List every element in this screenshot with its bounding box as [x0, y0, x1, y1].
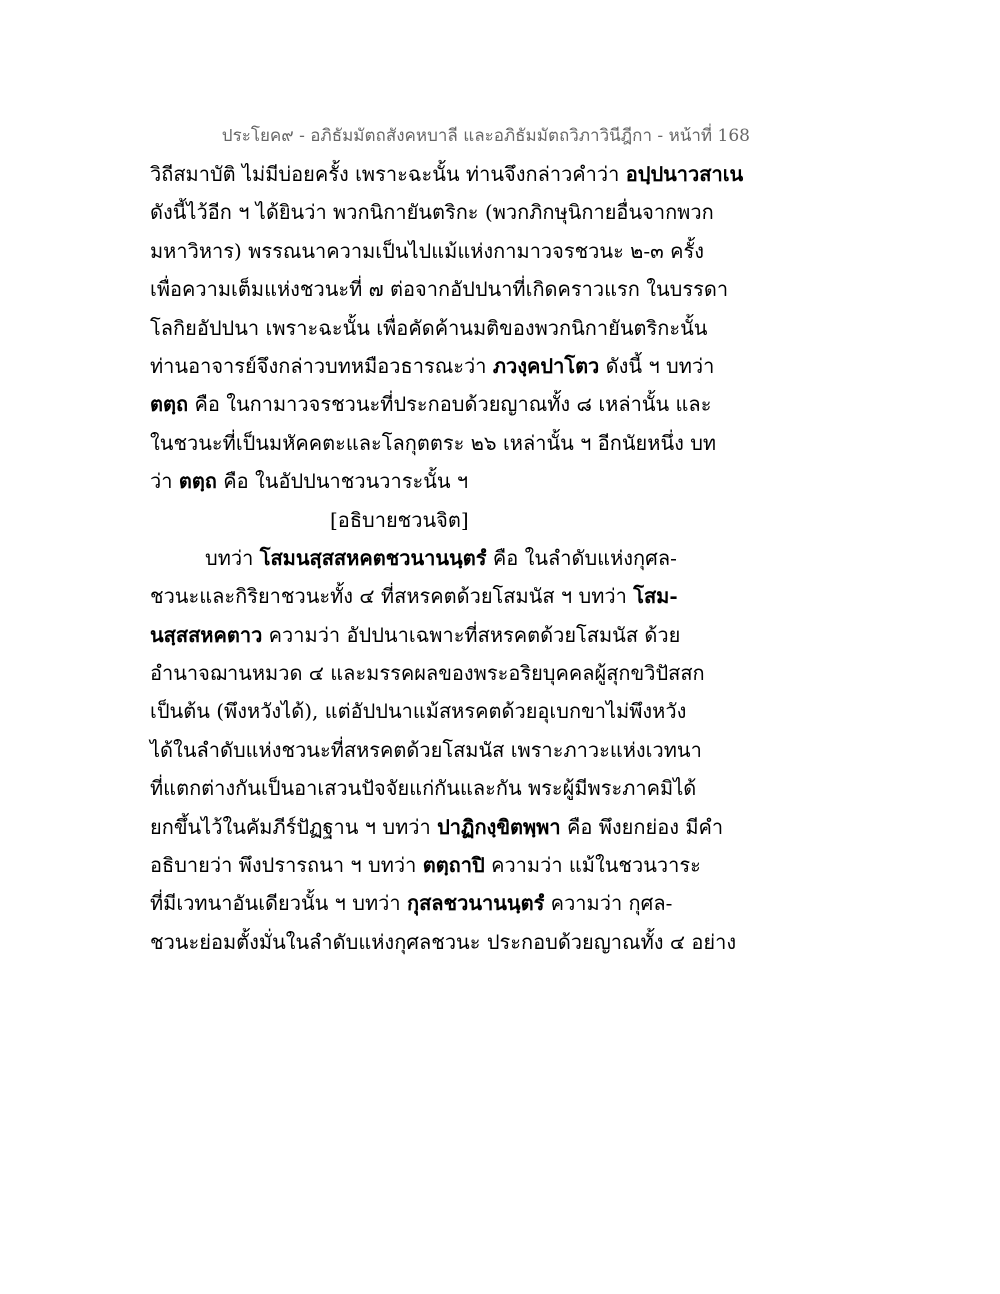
bold-term: ตตฺถ — [178, 469, 217, 494]
text-segment: ดังนี้ ฯ บทว่า — [599, 353, 715, 378]
text-segment: วิถีสมาบัติ ไม่มีบ่อยครั้ง เพราะฉะนั้น ท่านจึงกล่าวคำว่า — [150, 162, 626, 186]
text-segment: อธิบายว่า พึงปรารถนา ฯ บทว่า — [150, 853, 423, 878]
bold-term: อปฺปนาวสาเน — [625, 162, 744, 186]
text-line — [150, 923, 750, 961]
text-line — [150, 232, 750, 270]
bold-term: โสมนสฺสสหคตชวนานนฺตรํ — [259, 545, 487, 570]
text-segment: คือ พึงยกย่อง มีคำ — [560, 814, 724, 839]
bold-term: ปาฏิกงฺขิตพฺพา — [437, 814, 561, 839]
bold-term: โสม- — [633, 584, 678, 609]
text-line — [150, 577, 750, 615]
text-line — [150, 616, 750, 654]
text-segment: ยกขึ้นไว้ในคัมภีร์ปัฏฐาน ฯ บทว่า — [150, 814, 438, 839]
bold-term: ตตฺถาปิ — [422, 853, 485, 878]
page-header: ประโยค๙ - อภิธัมมัตถสังคหบาลี และอภิธัมมัตถวิภาวินีฎีกา - หน้าที่ 168 — [221, 126, 750, 146]
text-segment: [อธิบายชวนจิต] — [330, 507, 469, 532]
text-line — [150, 424, 750, 462]
text-segment: ความว่า แม้ในชวนวาระ — [484, 853, 701, 878]
text-segment: ที่มีเวทนาอันเดียวนั้น ฯ บทว่า — [150, 891, 407, 916]
text-segment: ความว่า กุศล- — [544, 891, 673, 916]
text-segment: ชวนะย่อมตั้งมั่นในลำดับแห่งกุศลชวนะ ประกอบด้วยญาณทั้ง ๔ อย่าง — [150, 929, 737, 954]
text-line — [150, 193, 750, 231]
text-line — [150, 808, 750, 846]
bold-term: ภวงฺคปาโตว — [492, 353, 600, 378]
text-line — [150, 155, 750, 193]
text-segment: คือ ในลำดับแห่งกุศล- — [486, 545, 677, 570]
text-segment: คือ ในกามาวจรชวนะที่ประกอบด้วยญาณทั้ง ๘ เหล่านั้น และ — [188, 392, 712, 417]
text-line — [150, 309, 750, 347]
text-line — [150, 462, 750, 500]
text-segment: คือ ในอัปปนาชวนวาระนั้น ฯ — [216, 469, 469, 494]
text-segment: ความว่า อัปปนาเฉพาะที่สหรคตด้วยโสมนัส ด้วย — [262, 622, 681, 647]
text-line — [150, 654, 750, 692]
text-line — [150, 347, 750, 385]
text-segment: ท่านอาจารย์จึงกล่าวบทหมือวธารณะว่า — [150, 353, 493, 378]
text-segment: ได้ในลำดับแห่งชวนะที่สหรคตด้วยโสมนัส เพราะภาวะแห่งเวทนา — [150, 737, 702, 762]
text-segment: ที่แตกต่างกันเป็นอาเสวนปัจจัยแก่กันและกัน พระผู้มีพระภาคมิได้ — [150, 776, 697, 801]
bold-term: กุสลชวนานนฺตรํ — [406, 891, 545, 916]
text-line — [150, 769, 750, 807]
text-segment: ดังนี้ไว้อีก ฯ ได้ยินว่า พวกนิกายันตริกะ (พวกภิกษุนิกายอื่นจากพวก — [150, 200, 714, 225]
text-segment: ว่า — [150, 469, 179, 494]
text-segment: ชวนะและกิริยาชวนะทั้ง ๔ ที่สหรคตด้วยโสมนัส ฯ บทว่า — [150, 584, 634, 609]
text-segment: เป็นต้น (พึงหวังได้), แต่อัปปนาแม้สหรคตด้วยอุเบกขาไม่พึงหวัง — [150, 699, 687, 724]
text-line — [150, 270, 750, 308]
text-line — [150, 731, 750, 769]
text-line — [150, 884, 750, 922]
text-segment: อำนาจฌานหมวด ๔ และมรรคผลของพระอริยบุคคลผู้สุกขวิปัสสก — [150, 661, 705, 686]
text-segment: มหาวิหาร) พรรณนาความเป็นไปแม้แห่งกามาวจรชวนะ ๒-๓ ครั้ง — [150, 238, 705, 263]
text-line — [150, 539, 750, 577]
text-segment: บทว่า — [205, 545, 260, 570]
bold-term: ตตฺถ — [150, 392, 189, 417]
section-heading — [150, 501, 750, 539]
text-line — [150, 692, 750, 730]
text-segment: ในชวนะที่เป็นมหัคคตะและโลกุตตระ ๒๖ เหล่านั้น ฯ อีกนัยหนึ่ง บท — [150, 430, 717, 455]
text-line — [150, 846, 750, 884]
body-text — [150, 155, 750, 961]
text-segment: เพื่อความเต็มแห่งชวนะที่ ๗ ต่อจากอัปปนาที่เกิดคราวแรก ในบรรดา — [150, 277, 729, 302]
text-segment: โลกิยอัปปนา เพราะฉะนั้น เพื่อคัดค้านมติของพวกนิกายันตริกะนั้น — [150, 315, 708, 340]
text-line — [150, 385, 750, 423]
bold-term: นสฺสสหคตาว — [150, 622, 263, 647]
